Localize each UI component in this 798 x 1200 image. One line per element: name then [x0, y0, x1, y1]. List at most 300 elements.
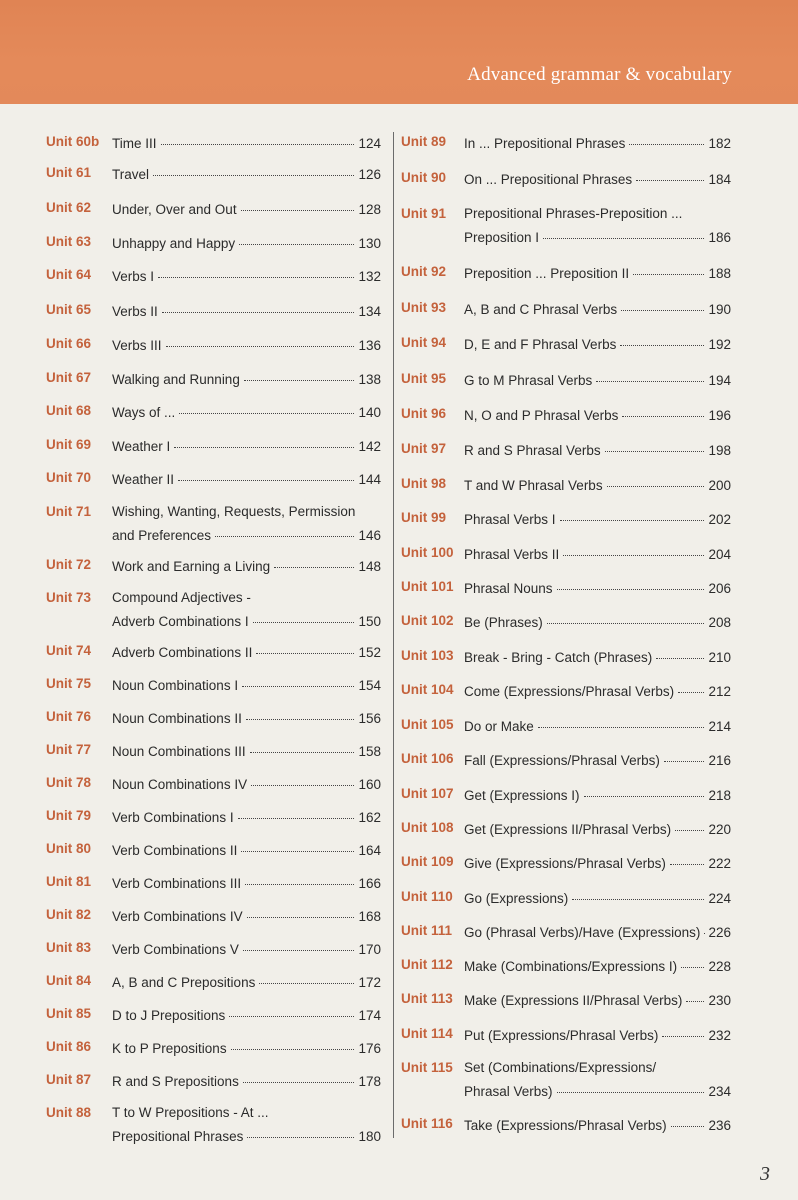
entry-line — [112, 556, 381, 574]
entry-title: Get (Expressions I) — [464, 788, 580, 803]
page-ref: 206 — [708, 581, 731, 596]
entry-line — [112, 972, 381, 990]
entry-title: K to P Prepositions — [112, 1041, 227, 1056]
dot-leader — [560, 506, 705, 521]
page-ref: 140 — [358, 405, 381, 420]
entry-line — [112, 1126, 381, 1144]
toc-entry — [401, 1060, 731, 1100]
page-ref: 232 — [708, 1028, 731, 1043]
entry-line — [112, 469, 381, 487]
entry-title-line-1: Wishing, Wanting, Requests, Permission — [112, 504, 356, 519]
unit-number: Unit 67 — [46, 370, 92, 385]
entry-line — [464, 334, 731, 352]
unit-number: Unit 115 — [401, 1060, 453, 1075]
page-ref: 162 — [358, 810, 381, 825]
entry-title: and Preferences — [112, 528, 212, 543]
entry-title: Noun Combinations IV — [112, 777, 248, 792]
page-ref: 180 — [358, 1129, 381, 1144]
entry-line — [112, 164, 381, 182]
unit-number: Unit 73 — [46, 590, 92, 605]
entry-title: Walking and Running — [112, 372, 240, 387]
header-banner — [0, 0, 798, 104]
unit-number: Unit 109 — [401, 854, 454, 869]
page-ref: 194 — [708, 373, 731, 388]
page-ref: 152 — [358, 645, 381, 660]
page-ref: 198 — [708, 443, 731, 458]
dot-leader — [259, 969, 354, 984]
entry-line — [112, 233, 381, 251]
entry-title: Unhappy and Happy — [112, 236, 236, 251]
entry-title: Work and Earning a Living — [112, 559, 271, 574]
unit-number: Unit 79 — [46, 808, 92, 823]
unit-number: Unit 72 — [46, 557, 92, 572]
entry-title: Put (Expressions/Phrasal Verbs) — [464, 1028, 659, 1043]
dot-leader — [664, 747, 705, 762]
dot-leader — [633, 260, 704, 275]
entry-title: Prepositional Phrases — [112, 1129, 244, 1144]
entry-line — [464, 227, 731, 245]
entry-title: A, B and C Prepositions — [112, 975, 256, 990]
dot-leader — [243, 1068, 355, 1083]
dot-leader — [241, 196, 355, 211]
entry-title: In ... Prepositional Phrases — [464, 136, 626, 151]
unit-number: Unit 99 — [401, 510, 447, 525]
unit-number: Unit 65 — [46, 302, 92, 317]
entry-line — [464, 716, 731, 734]
unit-number: Unit 60b — [46, 134, 100, 149]
dot-leader — [572, 885, 704, 900]
unit-number: Unit 96 — [401, 406, 447, 421]
entry-line — [112, 525, 381, 543]
page-ref: 128 — [358, 202, 381, 217]
page-ref: 138 — [358, 372, 381, 387]
dot-leader — [179, 399, 354, 414]
entry-title: Make (Expressions II/Phrasal Verbs) — [464, 993, 683, 1008]
page-ref: 148 — [358, 559, 381, 574]
dot-leader — [162, 298, 355, 313]
entry-title: A, B and C Phrasal Verbs — [464, 302, 618, 317]
dot-leader — [607, 472, 705, 487]
dot-leader — [242, 672, 354, 687]
toc-entry — [401, 1116, 731, 1156]
unit-number: Unit 114 — [401, 1026, 453, 1041]
unit-number: Unit 83 — [46, 940, 92, 955]
dot-leader — [247, 1123, 354, 1138]
page-ref: 130 — [358, 236, 381, 251]
entry-line — [112, 939, 381, 957]
entry-line — [112, 199, 381, 217]
page-ref: 234 — [708, 1084, 731, 1099]
entry-title: T and W Phrasal Verbs — [464, 478, 603, 493]
unit-number: Unit 91 — [401, 206, 447, 221]
entry-line — [464, 990, 731, 1008]
dot-leader — [557, 575, 705, 590]
unit-number: Unit 97 — [401, 441, 447, 456]
unit-number: Unit 113 — [401, 991, 453, 1006]
entry-line — [464, 785, 731, 803]
page-ref: 192 — [708, 337, 731, 352]
dot-leader — [274, 553, 354, 568]
entry-line — [464, 169, 731, 187]
entry-line — [112, 741, 381, 759]
entry-line — [464, 647, 731, 665]
page-ref: 134 — [358, 304, 381, 319]
unit-number: Unit 116 — [401, 1116, 453, 1131]
page-ref: 142 — [358, 439, 381, 454]
entry-line — [112, 807, 381, 825]
dot-leader — [670, 850, 705, 865]
entry-line — [464, 509, 731, 527]
unit-number: Unit 98 — [401, 476, 447, 491]
page-ref: 174 — [358, 1008, 381, 1023]
entry-line — [464, 544, 731, 562]
entry-line — [464, 405, 731, 423]
page-ref: 204 — [708, 547, 731, 562]
unit-number: Unit 63 — [46, 234, 92, 249]
entry-line — [112, 840, 381, 858]
dot-leader — [256, 639, 354, 654]
entry-line — [112, 402, 381, 420]
page-ref: 132 — [358, 269, 381, 284]
entry-title: Verbs II — [112, 304, 158, 319]
entry-line — [112, 1005, 381, 1023]
entry-title: Noun Combinations III — [112, 744, 246, 759]
unit-number: Unit 101 — [401, 579, 454, 594]
dot-leader — [243, 936, 355, 951]
entry-line — [464, 956, 731, 974]
dot-leader — [250, 738, 355, 753]
dot-leader — [629, 130, 704, 145]
unit-number: Unit 104 — [401, 682, 454, 697]
page-ref: 212 — [708, 684, 731, 699]
unit-number: Unit 106 — [401, 751, 454, 766]
entry-title: Under, Over and Out — [112, 202, 237, 217]
page-ref: 166 — [358, 876, 381, 891]
entry-title: Weather II — [112, 472, 175, 487]
dot-leader — [605, 437, 705, 452]
dot-leader — [671, 1112, 705, 1127]
unit-number: Unit 68 — [46, 403, 92, 418]
dot-leader — [231, 1035, 355, 1050]
entry-title: Verb Combinations II — [112, 843, 238, 858]
unit-number: Unit 92 — [401, 264, 447, 279]
dot-leader — [543, 224, 704, 239]
entry-line — [112, 266, 381, 284]
dot-leader — [563, 541, 704, 556]
dot-leader — [244, 366, 355, 381]
unit-number: Unit 84 — [46, 973, 92, 988]
entry-line — [112, 675, 381, 693]
entry-title: Noun Combinations I — [112, 678, 239, 693]
dot-leader — [251, 771, 354, 786]
unit-number: Unit 107 — [401, 786, 454, 801]
entry-line — [464, 750, 731, 768]
entry-title: Verbs I — [112, 269, 155, 284]
toc-entry — [401, 206, 731, 246]
page-number: 3 — [760, 1163, 770, 1185]
unit-number: Unit 62 — [46, 200, 92, 215]
page-ref: 126 — [358, 167, 381, 182]
page-ref: 176 — [358, 1041, 381, 1056]
entry-title: Time III — [112, 136, 157, 151]
entry-title: Verb Combinations IV — [112, 909, 243, 924]
entry-title: Give (Expressions/Phrasal Verbs) — [464, 856, 666, 871]
dot-leader — [547, 609, 705, 624]
entry-title-line-1: Set (Combinations/Expressions/ — [464, 1060, 657, 1075]
page-ref: 186 — [708, 230, 731, 245]
entry-line — [112, 873, 381, 891]
page-ref: 154 — [358, 678, 381, 693]
page-ref: 184 — [708, 172, 731, 187]
unit-number: Unit 90 — [401, 170, 447, 185]
entry-line — [464, 1081, 731, 1099]
unit-number: Unit 110 — [401, 889, 453, 904]
dot-leader — [239, 230, 354, 245]
entry-title: Make (Combinations/Expressions I) — [464, 959, 678, 974]
entry-line — [464, 853, 731, 871]
entry-line — [464, 1025, 731, 1043]
dot-leader — [681, 953, 704, 968]
unit-number: Unit 71 — [46, 504, 92, 519]
dot-leader — [620, 331, 704, 346]
dot-leader — [678, 678, 704, 693]
entry-title-line-1: T to W Prepositions - At ... — [112, 1105, 269, 1120]
unit-number: Unit 103 — [401, 648, 454, 663]
dot-leader — [596, 367, 704, 382]
dot-leader — [215, 522, 354, 537]
entry-line — [464, 888, 731, 906]
entry-line — [112, 1071, 381, 1089]
entry-line — [112, 642, 381, 660]
page-ref: 158 — [358, 744, 381, 759]
page-ref: 146 — [358, 528, 381, 543]
entry-title: Phrasal Verbs I — [464, 512, 556, 527]
entry-title: Travel — [112, 167, 150, 182]
entry-title: R and S Phrasal Verbs — [464, 443, 601, 458]
dot-leader — [178, 466, 354, 481]
dot-leader — [161, 130, 355, 145]
unit-number: Unit 112 — [401, 957, 453, 972]
toc-entry — [46, 1105, 381, 1145]
unit-number: Unit 87 — [46, 1072, 92, 1087]
entry-title: Preposition ... Preposition II — [464, 266, 630, 281]
entry-line — [112, 133, 381, 151]
page-ref: 236 — [708, 1118, 731, 1133]
entry-title: Get (Expressions II/Phrasal Verbs) — [464, 822, 672, 837]
column-divider — [393, 132, 394, 1138]
unit-number: Unit 69 — [46, 437, 92, 452]
entry-title: Ways of ... — [112, 405, 176, 420]
page-ref: 144 — [358, 472, 381, 487]
toc-entry — [46, 590, 381, 630]
entry-line — [112, 906, 381, 924]
unit-number: Unit 89 — [401, 134, 447, 149]
entry-title: D to J Prepositions — [112, 1008, 226, 1023]
entry-title-line-1: Prepositional Phrases-Preposition ... — [464, 206, 683, 221]
page-ref: 168 — [358, 909, 381, 924]
page-ref: 224 — [708, 891, 731, 906]
dot-leader — [245, 870, 354, 885]
entry-title: Come (Expressions/Phrasal Verbs) — [464, 684, 675, 699]
unit-number: Unit 61 — [46, 165, 92, 180]
unit-number: Unit 100 — [401, 545, 454, 560]
entry-title: Phrasal Verbs II — [464, 547, 560, 562]
dot-leader — [247, 903, 355, 918]
entry-line — [464, 370, 731, 388]
entry-title: On ... Prepositional Phrases — [464, 172, 633, 187]
entry-line — [112, 774, 381, 792]
entry-line — [112, 335, 381, 353]
entry-title: Go (Expressions) — [464, 891, 569, 906]
dot-leader — [253, 608, 355, 623]
entry-title: Go (Phrasal Verbs)/Have (Expressions) — [464, 925, 701, 940]
entry-title: Verb Combinations V — [112, 942, 239, 957]
entry-title: Weather I — [112, 439, 171, 454]
entry-line — [112, 1038, 381, 1056]
entry-title: Phrasal Nouns — [464, 581, 553, 596]
unit-number: Unit 108 — [401, 820, 454, 835]
page-ref: 182 — [708, 136, 731, 151]
entry-title-line-1: Compound Adjectives - — [112, 590, 251, 605]
page-ref: 124 — [358, 136, 381, 151]
entry-line — [464, 578, 731, 596]
dot-leader — [158, 263, 354, 278]
page-ref: 160 — [358, 777, 381, 792]
entry-title: Verb Combinations I — [112, 810, 234, 825]
unit-number: Unit 86 — [46, 1039, 92, 1054]
entry-line — [112, 436, 381, 454]
unit-number: Unit 77 — [46, 742, 92, 757]
page-ref: 210 — [708, 650, 731, 665]
page-ref: 190 — [708, 302, 731, 317]
page-ref: 208 — [708, 615, 731, 630]
page-ref: 164 — [358, 843, 381, 858]
entry-title: Adverb Combinations I — [112, 614, 249, 629]
unit-number: Unit 93 — [401, 300, 447, 315]
page-ref: 222 — [708, 856, 731, 871]
page-ref: 196 — [708, 408, 731, 423]
unit-number: Unit 94 — [401, 335, 447, 350]
dot-leader — [246, 705, 355, 720]
entry-line — [112, 301, 381, 319]
entry-title: N, O and P Phrasal Verbs — [464, 408, 619, 423]
dot-leader — [656, 644, 704, 659]
unit-number: Unit 105 — [401, 717, 454, 732]
entry-line — [464, 1115, 731, 1133]
page-ref: 200 — [708, 478, 731, 493]
unit-number: Unit 66 — [46, 336, 92, 351]
toc-entry — [46, 504, 381, 544]
dot-leader — [238, 804, 355, 819]
unit-number: Unit 88 — [46, 1105, 92, 1120]
book-title: Advanced grammar & vocabulary — [467, 64, 732, 85]
unit-number: Unit 111 — [401, 923, 453, 938]
page-ref: 178 — [358, 1074, 381, 1089]
page-ref: 172 — [358, 975, 381, 990]
page-ref: 150 — [358, 614, 381, 629]
entry-title: Noun Combinations II — [112, 711, 242, 726]
page-ref: 202 — [708, 512, 731, 527]
page-ref: 228 — [708, 959, 731, 974]
page-ref: 214 — [708, 719, 731, 734]
page-ref: 220 — [708, 822, 731, 837]
dot-leader — [686, 987, 704, 1002]
page-ref: 216 — [708, 753, 731, 768]
dot-leader — [636, 166, 704, 181]
dot-leader — [153, 161, 354, 176]
entry-title: Take (Expressions/Phrasal Verbs) — [464, 1118, 667, 1133]
dot-leader — [166, 332, 355, 347]
entry-title: Do or Make — [464, 719, 534, 734]
dot-leader — [229, 1002, 354, 1017]
entry-line — [464, 819, 731, 837]
dot-leader — [538, 713, 705, 728]
entry-line — [464, 475, 731, 493]
unit-number: Unit 74 — [46, 643, 92, 658]
unit-number: Unit 75 — [46, 676, 92, 691]
page-ref: 156 — [358, 711, 381, 726]
entry-line — [464, 681, 731, 699]
unit-number: Unit 78 — [46, 775, 92, 790]
dot-leader — [557, 1078, 705, 1093]
page-ref: 188 — [708, 266, 731, 281]
unit-number: Unit 64 — [46, 267, 92, 282]
entry-line — [464, 133, 731, 151]
dot-leader — [174, 433, 354, 448]
unit-number: Unit 80 — [46, 841, 92, 856]
entry-title: G to M Phrasal Verbs — [464, 373, 593, 388]
entry-line — [112, 611, 381, 629]
dot-leader — [675, 816, 704, 831]
entry-line — [464, 612, 731, 630]
dot-leader — [662, 1022, 704, 1037]
entry-line — [464, 440, 731, 458]
page-ref: 230 — [708, 993, 731, 1008]
entry-title: Fall (Expressions/Phrasal Verbs) — [464, 753, 660, 768]
dot-leader — [241, 837, 354, 852]
unit-number: Unit 70 — [46, 470, 92, 485]
entry-line — [112, 708, 381, 726]
page-ref: 218 — [708, 788, 731, 803]
dot-leader — [621, 296, 704, 311]
dot-leader — [584, 782, 705, 797]
dot-leader — [622, 402, 704, 417]
entry-title: D, E and F Phrasal Verbs — [464, 337, 617, 352]
entry-line — [464, 263, 731, 281]
unit-number: Unit 95 — [401, 371, 447, 386]
entry-line — [464, 299, 731, 317]
toc-entry — [401, 170, 731, 210]
entry-title: Adverb Combinations II — [112, 645, 253, 660]
entry-title: Verb Combinations III — [112, 876, 242, 891]
page-ref: 170 — [358, 942, 381, 957]
page-ref: 136 — [358, 338, 381, 353]
entry-title: Verbs III — [112, 338, 162, 353]
entry-title: Preposition I — [464, 230, 540, 245]
entry-title: Be (Phrases) — [464, 615, 543, 630]
entry-line — [464, 922, 731, 940]
entry-title: Break - Bring - Catch (Phrases) — [464, 650, 653, 665]
unit-number: Unit 82 — [46, 907, 92, 922]
entry-line — [112, 369, 381, 387]
entry-title: Phrasal Verbs) — [464, 1084, 553, 1099]
entry-title: R and S Prepositions — [112, 1074, 239, 1089]
unit-number: Unit 85 — [46, 1006, 92, 1021]
page-ref: 226 — [708, 925, 731, 940]
unit-number: Unit 81 — [46, 874, 92, 889]
unit-number: Unit 102 — [401, 613, 454, 628]
unit-number: Unit 76 — [46, 709, 92, 724]
